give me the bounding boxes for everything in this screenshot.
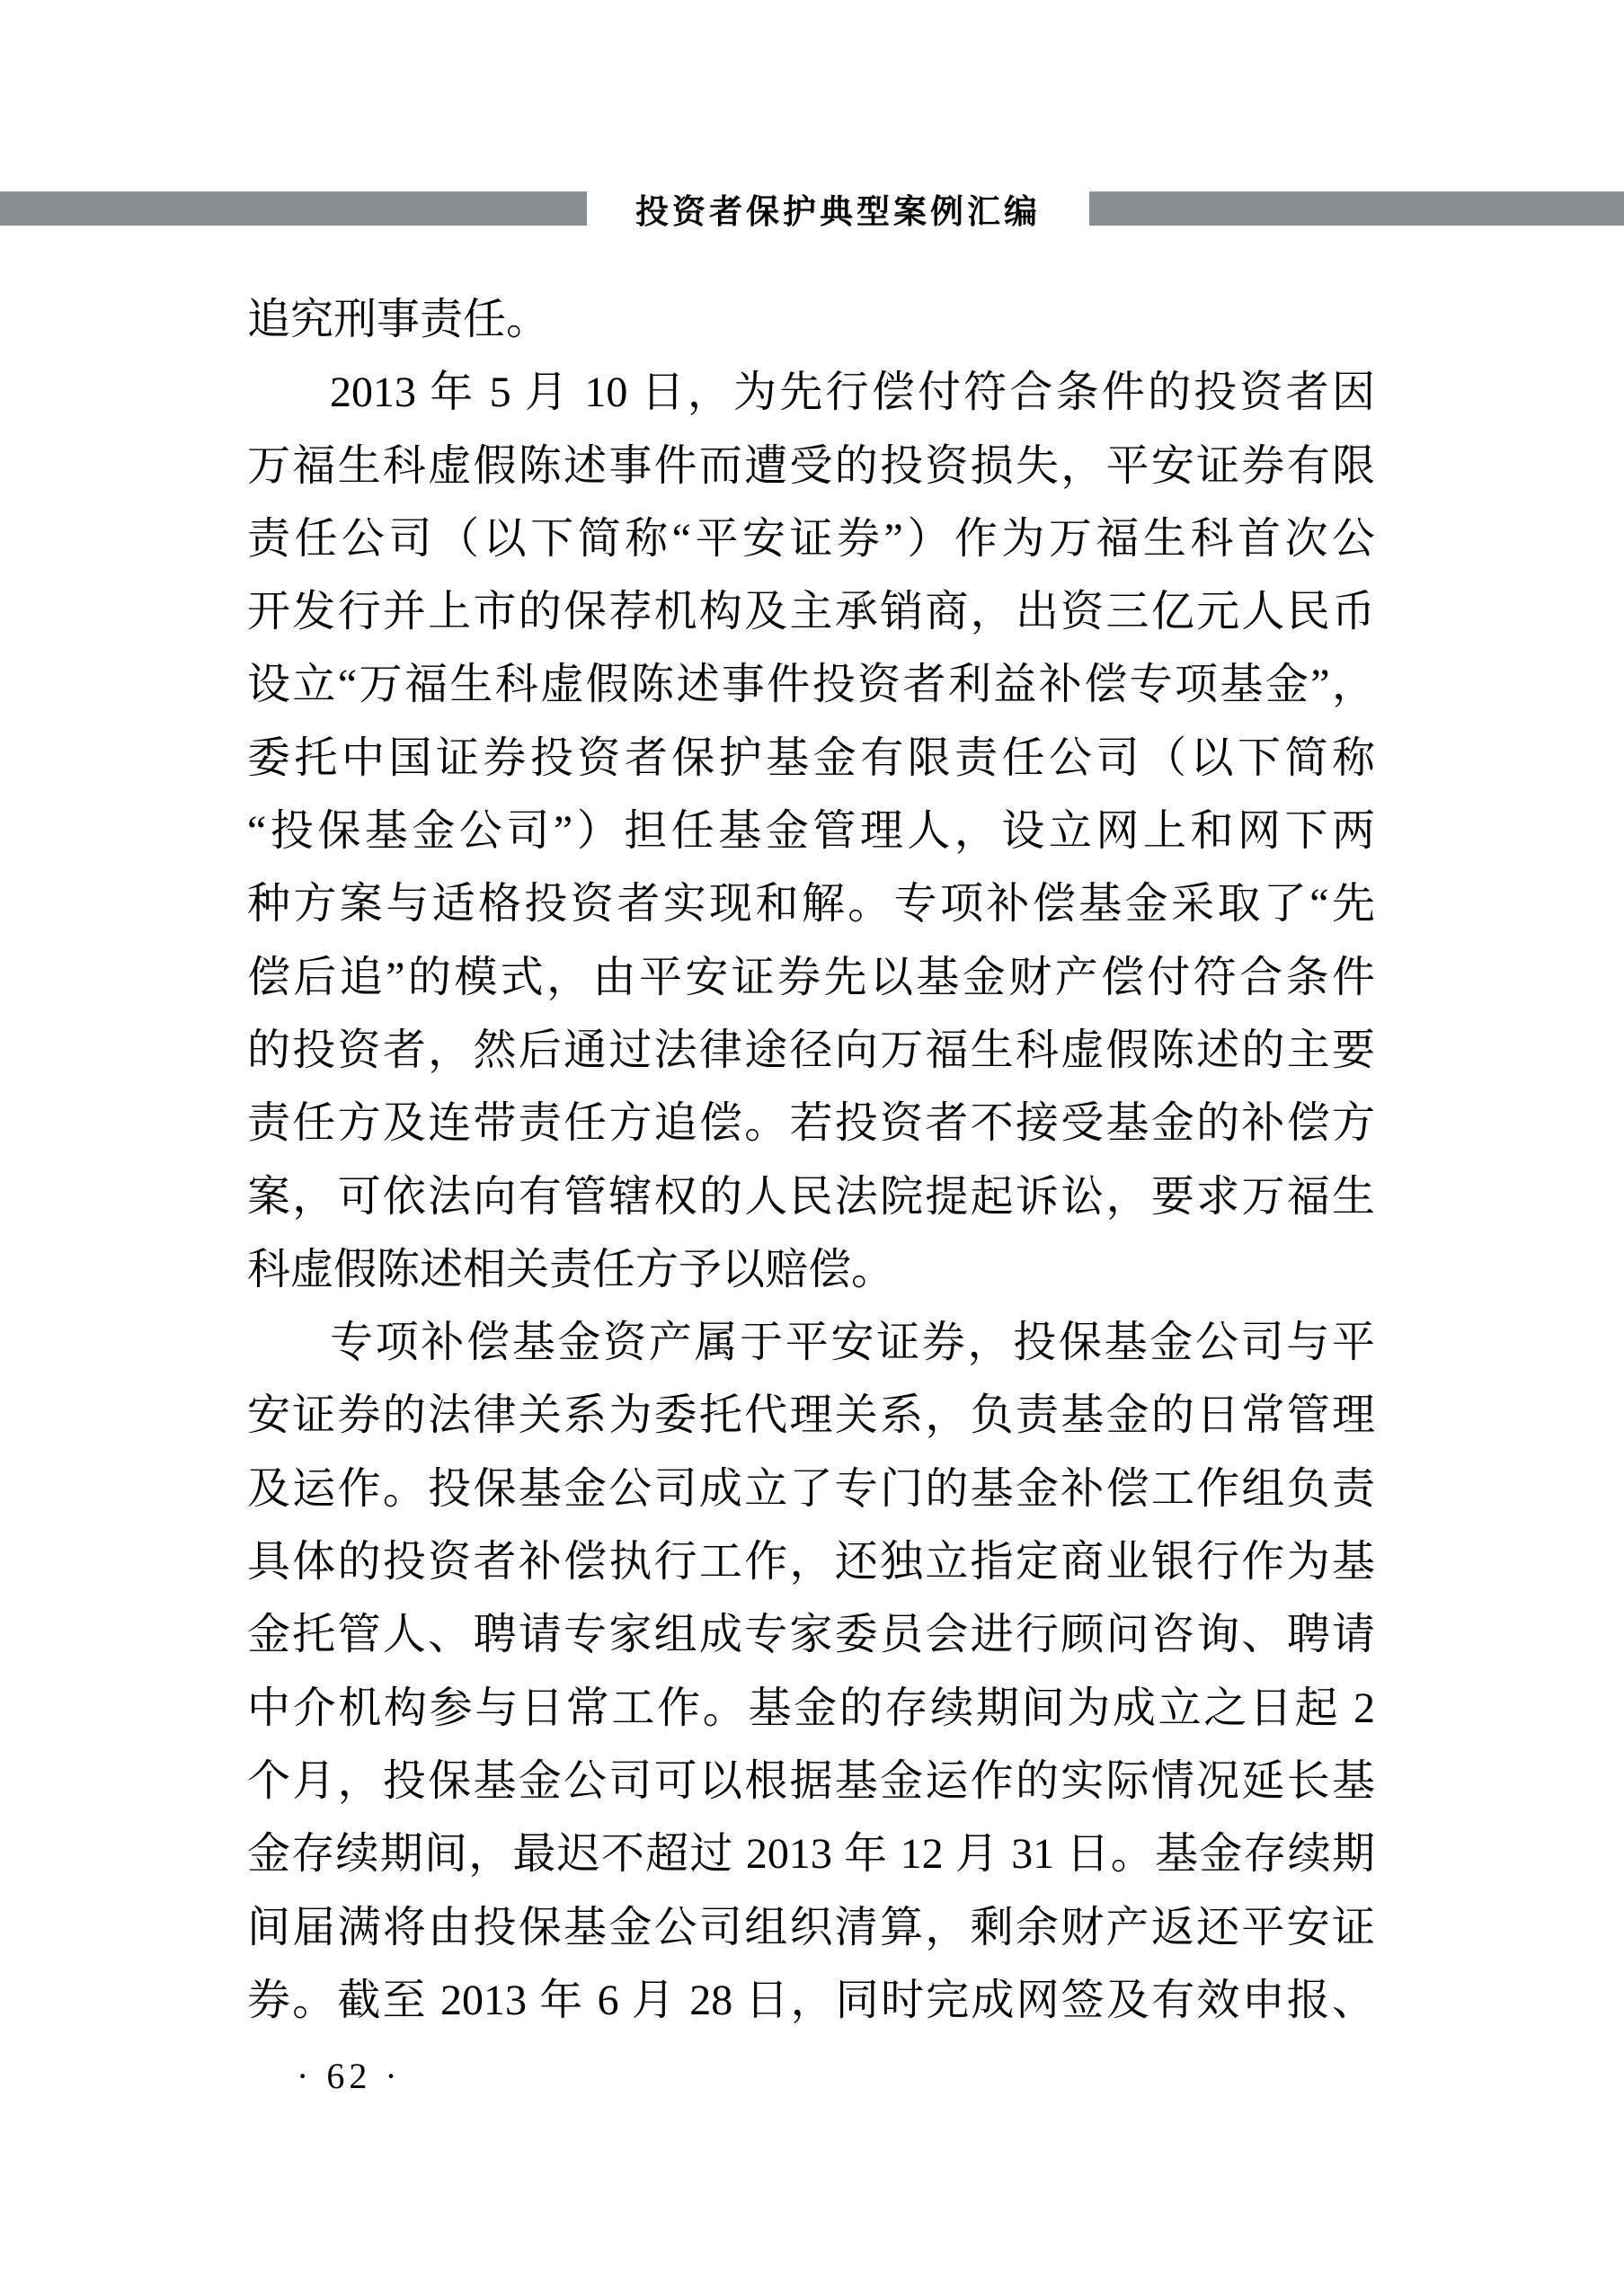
- body-line: 设立“万福生科虚假陈述事件投资者利益补偿专项基金”，: [247, 661, 1375, 709]
- body-line: 责任方及连带责任方追偿。若投资者不接受基金的补偿方: [247, 1099, 1375, 1148]
- body-line: 委托中国证券投资者保护基金有限责任公司（以下简称: [247, 733, 1375, 782]
- body-line: 专项补偿基金资产属于平安证券，投保基金公司与平: [330, 1319, 1375, 1367]
- body-line: 具体的投资者补偿执行工作，还独立指定商业银行作为基: [247, 1538, 1375, 1586]
- header-rule-left: [0, 191, 587, 226]
- body-line: 的投资者，然后通过法律途径向万福生科虚假陈述的主要: [247, 1026, 1375, 1074]
- body-line: 金存续期间，最迟不超过 2013 年 12 月 31 日。基金存续期: [247, 1830, 1375, 1879]
- body-line: 案，可依法向有管辖权的人民法院提起诉讼，要求万福生: [247, 1172, 1375, 1221]
- body-line: 安证券的法律关系为委托代理关系，负责基金的日常管理: [247, 1391, 1375, 1440]
- body-line: 个月，投保基金公司可以根据基金运作的实际情况延长基: [247, 1756, 1375, 1805]
- body-line: 责任公司（以下简称“平安证券”）作为万福生科首次公: [247, 514, 1375, 563]
- body-line: 2013 年 5 月 10 日，为先行偿付符合条件的投资者因: [330, 369, 1375, 417]
- running-head: [0, 191, 1624, 230]
- body-line: 种方案与适格投资者实现和解。专项补偿基金采取了“先: [247, 880, 1375, 929]
- body-line: 券。截至 2013 年 6 月 28 日，同时完成网签及有效申报、: [247, 1976, 1375, 2024]
- body-line: 万福生科虚假陈述事件而遭受的投资损失，平安证券有限: [247, 441, 1375, 490]
- page-number: · 62 ·: [297, 2056, 402, 2096]
- body-line: 间届满将由投保基金公司组织清算，剩余财产返还平安证: [247, 1903, 1375, 1951]
- running-head-title: 投资者保护典型案例汇编: [635, 193, 1041, 230]
- body-line: 及运作。投保基金公司成立了专门的基金补偿工作组负责: [247, 1464, 1375, 1513]
- body-line: 追究刑事责任。: [247, 296, 550, 343]
- body-line: 中介机构参与日常工作。基金的存续期间为成立之日起 2: [247, 1684, 1375, 1732]
- body-line: 科虚假陈述相关责任方予以赔偿。: [247, 1245, 895, 1293]
- body-line: 金托管人、聘请专家组成专家委员会进行顾问咨询、聘请: [247, 1611, 1375, 1659]
- body-line: 偿后追”的模式，由平安证券先以基金财产偿付符合条件: [247, 953, 1375, 1001]
- body-line: “投保基金公司”）担任基金管理人，设立网上和网下两: [247, 807, 1375, 856]
- body-line: 开发行并上市的保荐机构及主承销商，出资三亿元人民币: [247, 588, 1375, 636]
- header-rule-right: [1089, 191, 1624, 226]
- body-text: [247, 283, 1375, 2037]
